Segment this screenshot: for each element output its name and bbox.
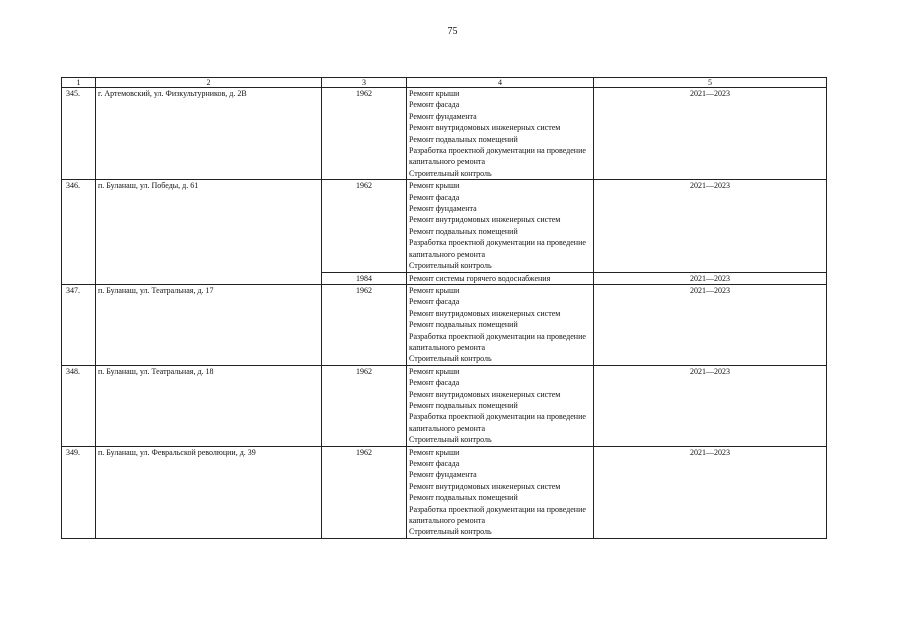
address-cell: п. Буланаш, ул. Театральная, д. 17 [96,284,322,365]
table-row [62,88,827,180]
page-number: 75 [447,26,458,37]
year-cell: 1962 [322,446,407,538]
work-item: Ремонт подвальных помещений [409,400,518,410]
column-header: 1 [62,78,96,88]
work-item: Ремонт крыши [409,447,460,457]
column-header: 3 [322,78,407,88]
work-item: Разработка проектной документации на проведение капитального ремонта [409,146,586,167]
table-row [62,180,827,272]
work-item: Ремонт внутридомовых инженерных систем [409,308,561,318]
works-cell [407,88,594,180]
address-cell: п. Буланаш, ул. Февральской революции, д. 39 [96,446,322,538]
work-item: Строительный контроль [409,261,492,271]
work-item: Ремонт фундамента [409,204,477,214]
period-cell: 2021—2023 [594,180,827,272]
work-item: Ремонт внутридомовых инженерных систем [409,481,561,491]
work-item: Ремонт внутридомовых инженерных систем [409,389,561,399]
work-item: Ремонт крыши [409,89,460,98]
work-item: Разработка проектной документации на проведение капитального ремонта [409,238,586,259]
work-item: Строительный контроль [409,527,492,537]
column-number-row [62,78,827,88]
work-item: Ремонт подвальных помещений [409,226,518,236]
work-item: Ремонт системы горячего водоснабжения [409,273,551,283]
work-item: Ремонт фасада [409,459,460,468]
work-item: Ремонт фасада [409,192,460,202]
work-item: Ремонт фасада [409,100,460,110]
work-item: Ремонт крыши [409,366,460,376]
period-cell: 2021—2023 [594,88,827,180]
year-cell: 1962 [322,88,407,180]
address-cell: г. Артемовский, ул. Физкультурников, д. 2В [96,88,322,180]
works-cell [407,272,594,284]
work-item: Строительный контроль [409,435,492,445]
works-cell [407,446,594,538]
work-item: Ремонт внутридомовых инженерных систем [409,215,561,225]
work-item: Ремонт крыши [409,181,460,191]
work-item: Разработка проектной документации на проведение капитального ремонта [409,331,586,352]
period-cell: 2021—2023 [594,272,827,284]
work-item: Разработка проектной документации на проведение капитального ремонта [409,412,586,433]
work-item: Ремонт внутридомовых инженерных систем [409,123,561,133]
address-cell: п. Буланаш, ул. Театральная, д. 18 [96,365,322,446]
repair-schedule-table [61,77,827,539]
period-cell: 2021—2023 [594,365,827,446]
work-item: Ремонт подвальных помещений [409,320,518,330]
work-item: Ремонт фундамента [409,111,477,121]
row-number: 345. [62,88,96,180]
address-cell: п. Буланаш, ул. Победы, д. 61 [96,180,322,285]
work-item: Ремонт фасада [409,378,460,388]
row-number: 348. [62,365,96,446]
column-header: 5 [594,78,827,88]
column-header: 2 [96,78,322,88]
work-item: Ремонт подвальных помещений [409,134,518,144]
work-item: Строительный контроль [409,168,492,178]
table-row [62,446,827,538]
work-item: Ремонт фундамента [409,470,477,480]
work-item: Ремонт фасада [409,297,460,307]
year-cell: 1984 [322,272,407,284]
table-row [62,284,827,365]
row-number: 346. [62,180,96,285]
column-header: 4 [407,78,594,88]
row-number: 347. [62,284,96,365]
work-item: Ремонт крыши [409,285,460,295]
works-cell [407,284,594,365]
year-cell: 1962 [322,284,407,365]
table-body [62,78,827,539]
work-item: Ремонт подвальных помещений [409,493,518,503]
table-row [62,365,827,446]
works-cell [407,365,594,446]
period-cell: 2021—2023 [594,446,827,538]
period-cell: 2021—2023 [594,284,827,365]
year-cell: 1962 [322,365,407,446]
work-item: Разработка проектной документации на проведение капитального ремонта [409,504,586,526]
work-item: Строительный контроль [409,354,492,364]
row-number: 349. [62,446,96,538]
works-cell [407,180,594,272]
year-cell: 1962 [322,180,407,272]
